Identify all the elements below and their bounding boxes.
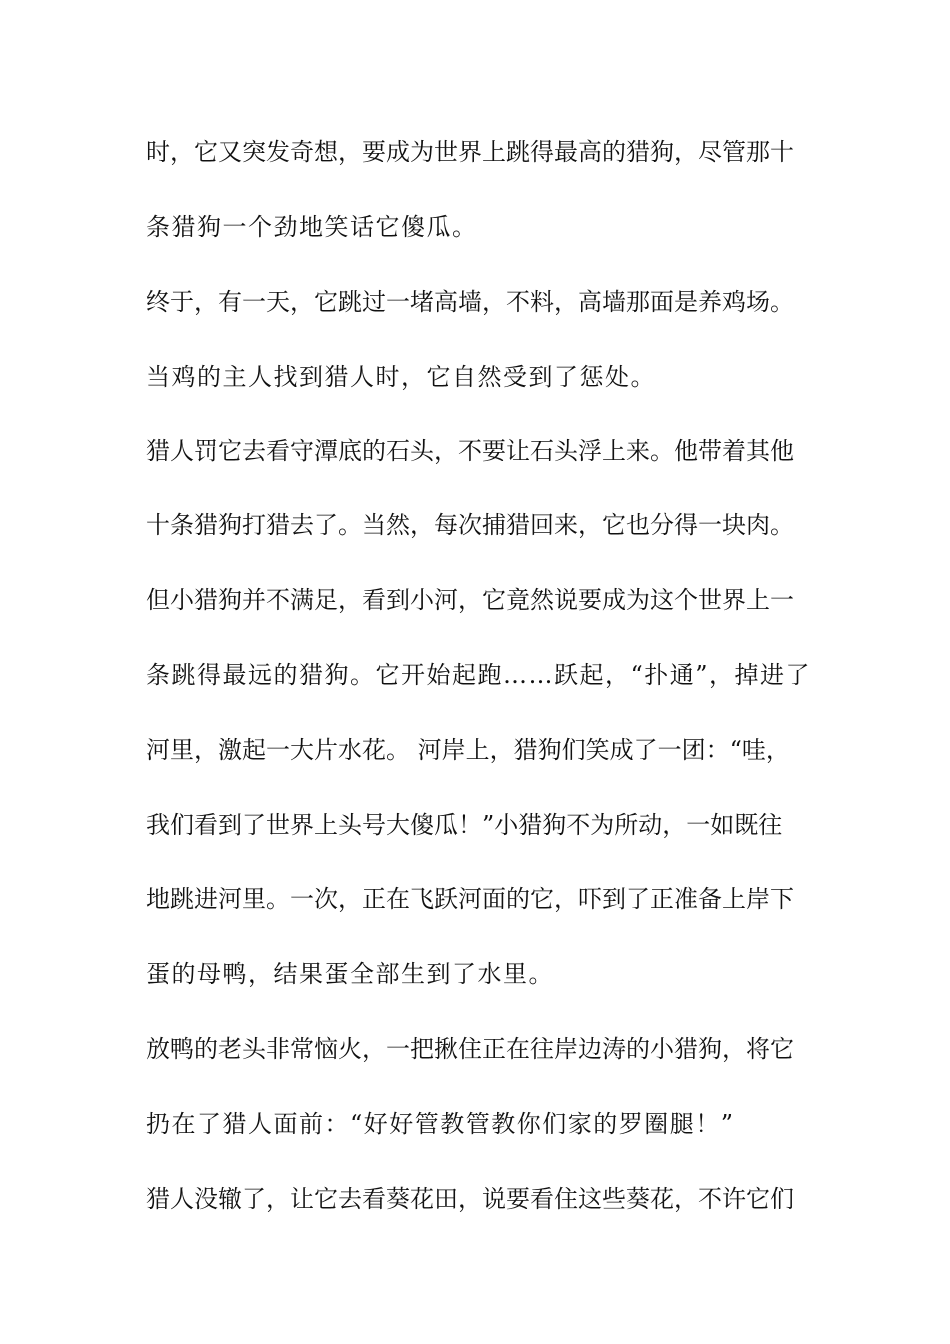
text-line: 我们看到了世界上头号大傻瓜！”小猎狗不为所动，一如既往	[146, 811, 783, 839]
paragraph-start-line: 猎人没辙了，让它去看葵花田，说要看住这些葵花，不许它们	[146, 1185, 794, 1213]
paragraph-start-line: 终于，有一天，它跳过一堵高墙，不料，高墙那面是养鸡场。	[146, 288, 794, 316]
text-line: 条跳得最远的猎狗。它开始起跑……跃起，“扑通”，掉进了	[146, 661, 812, 689]
text-line: 扔在了猎人面前：“好好管教管教你们家的罗圈腿！”	[146, 1110, 735, 1138]
text-line: 地跳进河里。一次，正在飞跃河面的它，吓到了正准备上岸下	[146, 885, 794, 913]
text-line: 河里，激起一大片水花。 河岸上，猎狗们笑成了一团：“哇，	[146, 736, 790, 764]
text-line: 十条猎狗打猎去了。当然，每次捕猎回来，它也分得一块肉。	[146, 511, 794, 539]
paragraph-start-line: 放鸭的老头非常恼火，一把揪住正在往岸边涛的小猎狗，将它	[146, 1035, 794, 1063]
text-line: 蛋的母鸭，结果蛋全部生到了水里。	[146, 960, 554, 988]
text-line: 当鸡的主人找到猎人时，它自然受到了惩处。	[146, 363, 656, 391]
paragraph-start-line: 猎人罚它去看守潭底的石头，不要让石头浮上来。他带着其他	[146, 437, 794, 465]
text-line: 但小猎狗并不满足，看到小河，它竟然说要成为这个世界上一	[146, 586, 794, 614]
text-line: 时，它又突发奇想，要成为世界上跳得最高的猎狗，尽管那十	[146, 138, 794, 166]
text-line: 条猎狗一个劲地笑话它傻瓜。	[146, 213, 478, 241]
